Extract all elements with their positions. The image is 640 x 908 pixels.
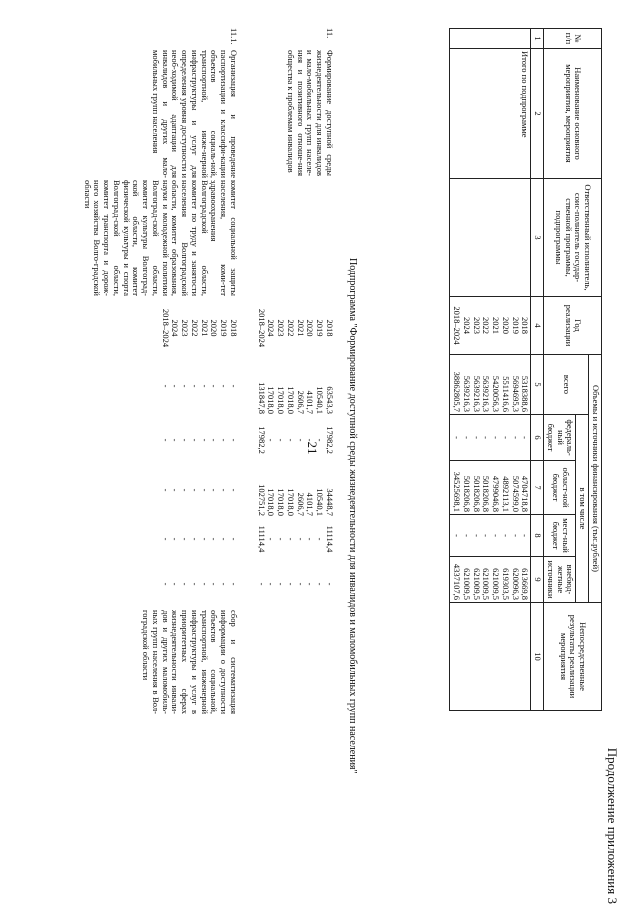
total-row-regional: 4704718,8 5074599,0 4892113,1 4799046,8 5018206,8 5018206,8 5018206,8 34525698,1 [450,461,531,515]
col-number: 2 [531,49,544,179]
row-11-federal: 17982,2 - - - - - - 17982,2 [256,426,335,454]
row-11-number: 11. [325,28,335,39]
row-11-years: 2018 2019 2020 2021 2022 2023 2024 2018–2024 [256,308,335,348]
row-11-1-total: - - - - - - - - [160,384,239,388]
row-11-1-result: сбор и систематизация информации о доступности объектов социальной, транспортной, инженерной инфраструктуры и услуг в приоритетных сферах жизнедеятельности инвали-дов и других маломобиль-ных групп населения в Вол-гоградской области [141,610,239,714]
col-number: 10 [531,603,544,711]
header-executor: Ответственный исполнитель, соис-полнитель государ-ственной программы, подпрограммы [544,179,602,297]
row-11-1-number: 11.1. [229,28,239,45]
col-number: 5 [531,355,544,415]
table-header-row [589,29,602,711]
header-federal: федераль-ный бюджет [544,415,576,461]
row-11-name: Формирование доступной среды жизнедеятельности для инвалидов и мало-мобильных групп населе-ния и позитивного отноше-ния общества к проблемам инвалидов [285,50,335,176]
header-local: мест-ный бюджет [544,515,576,557]
col-number: 4 [531,297,544,355]
funding-table [449,28,602,711]
total-row-federal: - - - - - - - - [450,415,531,461]
header-funding: Объемы и источники финансирования (тыс.рублей) [589,355,602,603]
header-results: Непосредственные результаты реализации мероприятия [544,603,602,711]
header-extrabudget: внебюд-жетные источники [544,557,576,603]
page-number: 21 [305,441,320,455]
row-11-total: 63543,3 10540,1 4101,7 2606,7 17018,0 17018,0 17018,0 131847,8 [256,382,335,414]
header-total: всего [544,355,589,415]
row-11-1-local: - - - - - - - - [160,537,239,541]
subprogram-title: Подпрограмма "Формирование доступной среды жизнедеятельности для инвалидов и маломобильных групп населения" [347,258,358,774]
rotated-page [60,28,620,908]
row-11-1-name: Организация и проведение паспортизации и классифи-кации объектов социаль-ной, транспортной, инже-нерной инфраструктуры и услуг для определения уровня доступности и необ-ходимой адаптации для инвалидов и других мало-мобильных групп населения [150,50,239,178]
row-11-1-extrabudget: - - - - - - - - [160,582,239,586]
total-row-local: - - - - - - - - [450,515,531,557]
col-number: 6 [531,415,544,461]
total-row-years: 2018 2019 2020 2021 2022 2023 2024 2018–2024 [450,297,531,355]
col-number: 8 [531,515,544,557]
header-year: Год реализации [544,297,602,355]
col-number: 1 [531,29,544,49]
header-regional: област-ной бюджет [544,461,576,515]
continuation-label: Продолжение приложения 3 [605,747,620,904]
row-11-1-regional: - - - - - - - - [160,488,239,492]
total-row-total: 5318388,6 5694695,3 5511416,6 5420056,3 5639216,3 5639216,3 5639216,3 38862805,7 [450,355,531,415]
row-11-1-years: 2018 2019 2020 2021 2022 2023 2024 2018–2024 [160,308,239,348]
col-number: 7 [531,461,544,515]
column-number-row [531,29,544,711]
total-row-extrabudget: 613669,8 620096,3 619303,5 621009,5 621009,5 621009,5 621009,5 4337107,6 [450,557,531,603]
row-11-regional: 34448,7 10540,1 4101,7 2606,7 17018,0 17018,0 17018,0 102751,2 [256,484,335,516]
col-number: 9 [531,557,544,603]
header-including: в том числе [576,415,589,603]
header-name: Наименование основного мероприятия, мероприятия [544,49,602,179]
table-row-total [450,29,531,711]
row-11-local: 11114,4 - - - - - - 11114,4 [256,525,335,553]
row-11-1-executor: комитет социальной защиты населения, коми-тет здравоохранения Волгоградской области, комитет по труду и занятости населения Волгоградской области, комитет образования, науки и молодежной политики Волгоград-ской области, комитет культуры Волгоград-ской области, комитет физической культуры и спорта Волгоград-ской области, комитет транспорта и дорож-ного хозяйства Волго-градской области [82,180,239,296]
row-11-extrabudget: - - - - - - - - [256,582,335,586]
header-number: № п/п [544,29,602,49]
row-11-1-federal: - - - - - - - - [160,438,239,442]
col-number: 3 [531,179,544,297]
total-row-label: Итого по подпрограмме [450,49,531,179]
